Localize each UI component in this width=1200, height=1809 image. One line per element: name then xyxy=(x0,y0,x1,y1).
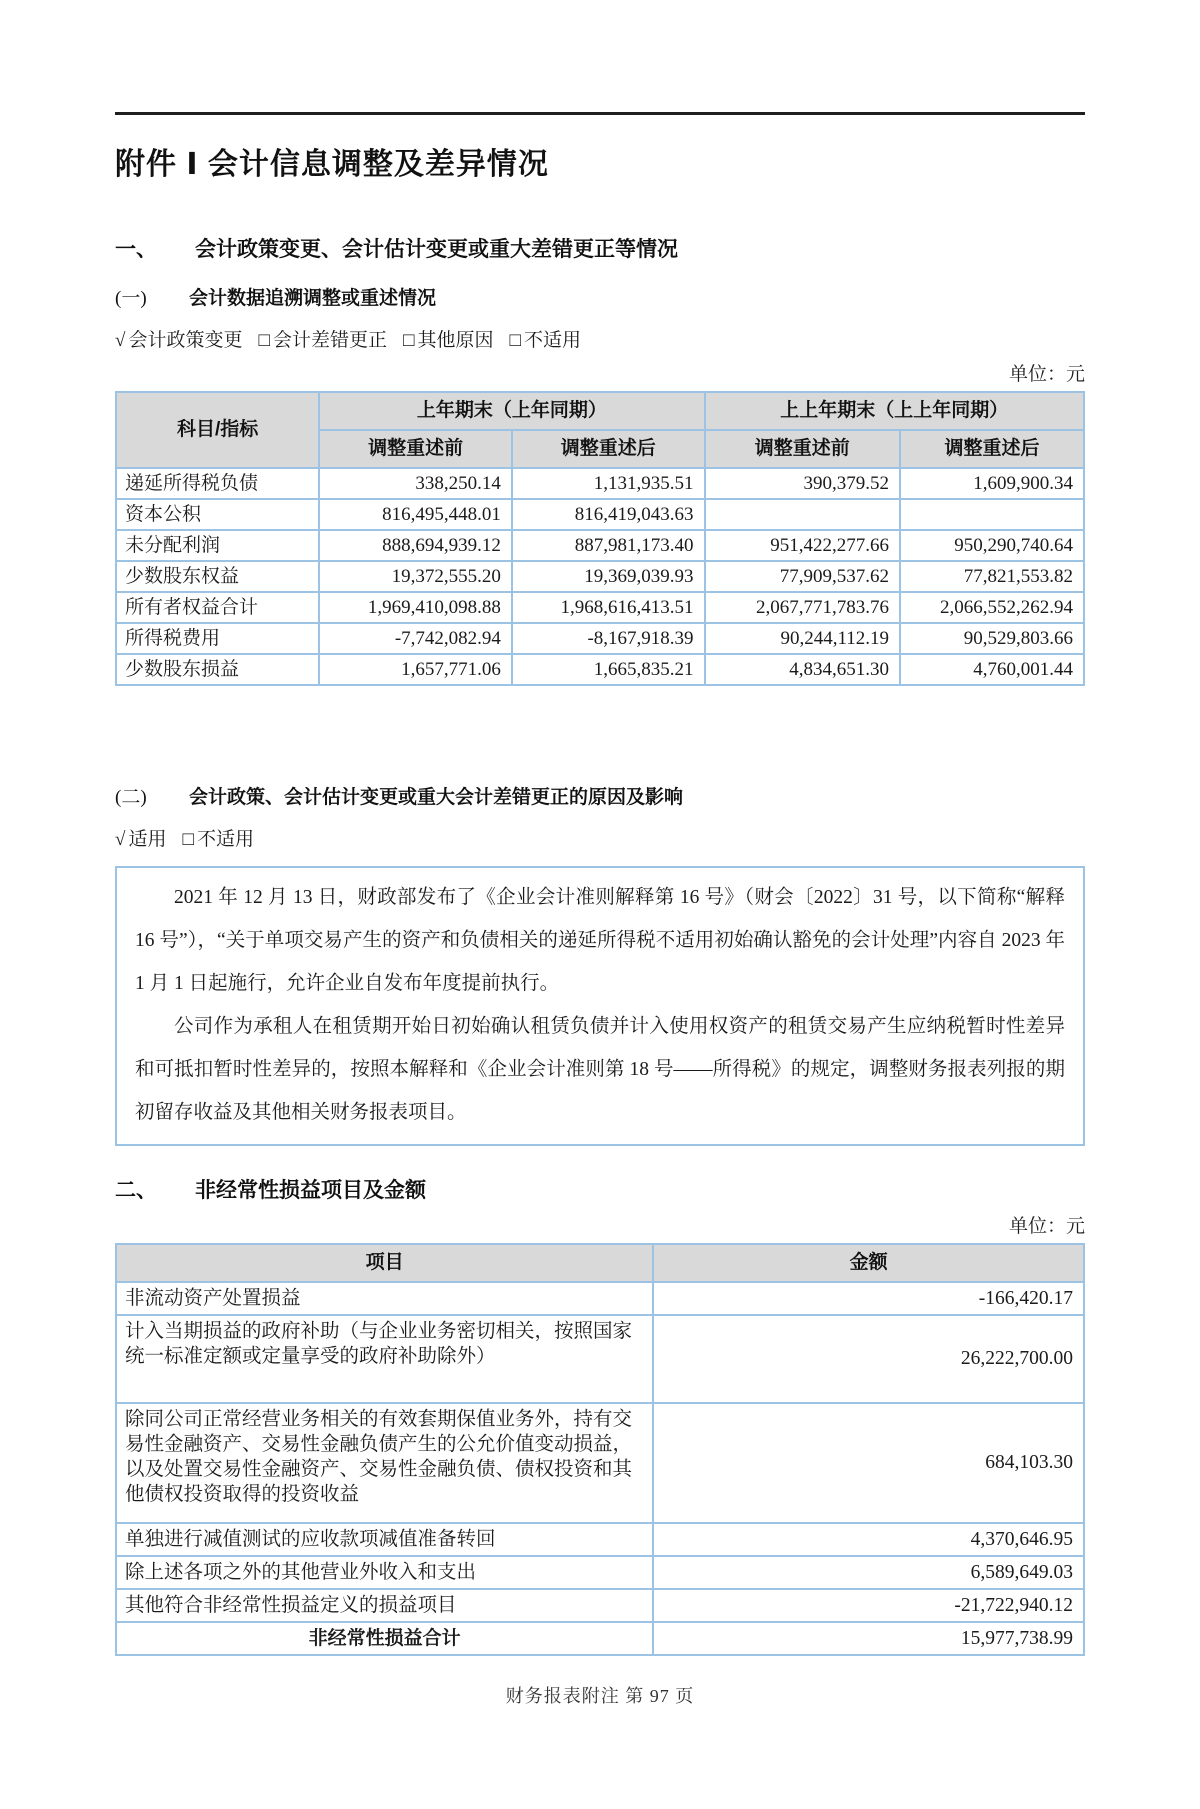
cell-value: 26,222,700.00 xyxy=(653,1315,1084,1403)
cell-value: 1,131,935.51 xyxy=(512,468,705,499)
section-2-title: 非经常性损益项目及金额 xyxy=(195,1179,426,1202)
cell-value: 951,422,277.66 xyxy=(705,530,901,561)
column-header-before-restatement: 调整重述前 xyxy=(705,430,901,468)
row-label: 资本公积 xyxy=(116,499,319,530)
unit-label-table2: 单位：元 xyxy=(1008,1216,1085,1237)
cell-value: -21,722,940.12 xyxy=(653,1589,1084,1622)
option-label: 会计政策变更 xyxy=(128,330,243,351)
cell-value: 1,968,616,413.51 xyxy=(512,592,705,623)
row-label: 少数股东损益 xyxy=(116,654,319,685)
group-header-prior-year: 上年期末（上年同期） xyxy=(319,392,704,430)
cell-value: 1,969,410,098.88 xyxy=(319,592,512,623)
cell-value xyxy=(705,499,901,530)
nonrecurring-items-table xyxy=(115,1243,1085,1656)
checkbox-icon: □ xyxy=(182,829,194,850)
section-2-heading xyxy=(115,1174,1085,1204)
row-label: 少数股东权益 xyxy=(116,561,319,592)
checkbox-icon: □ xyxy=(509,330,521,351)
option-other-reason xyxy=(403,325,494,352)
cell-value: 338,250.14 xyxy=(319,468,512,499)
row-label: 非流动资产处置损益 xyxy=(116,1282,653,1315)
subsection-1-2-heading xyxy=(115,782,1085,809)
table-row xyxy=(116,499,1084,530)
total-row-value: 15,977,738.99 xyxy=(653,1622,1084,1655)
cell-value: 4,760,001.44 xyxy=(900,654,1084,685)
explanation-paragraph-2: 公司作为承租人在租赁期开始日初始确认租赁负债并计入使用权资产的租赁交易产生应纳税暂时性差异和可抵扣暂时性差异的，按照本解释和《企业会计准则第 18 号——所得税》的规定，调整财务报表列报的期初留存收益及其他相关财务报表项目。 xyxy=(135,1016,1065,1123)
option-label: 不适用 xyxy=(196,829,254,850)
cell-value: 390,379.52 xyxy=(705,468,901,499)
section-1-title: 会计政策变更、会计估计变更或重大差错更正等情况 xyxy=(195,238,678,261)
cell-value: 90,529,803.66 xyxy=(900,623,1084,654)
section-2-number: 二、 xyxy=(115,1179,157,1202)
checkbox-icon: □ xyxy=(258,330,270,351)
column-header-after-restatement: 调整重述后 xyxy=(900,430,1084,468)
group-header-prior-prior-year: 上上年期末（上上年同期） xyxy=(705,392,1084,430)
option-not-applicable xyxy=(509,325,581,352)
cell-value: 1,657,771.06 xyxy=(319,654,512,685)
cell-value: 19,372,555.20 xyxy=(319,561,512,592)
table-row xyxy=(116,1589,1084,1622)
document-page xyxy=(0,112,1200,1708)
cell-value: 77,821,553.82 xyxy=(900,561,1084,592)
section-1-heading xyxy=(115,233,1085,263)
option-applicable xyxy=(115,824,166,851)
row-label: 除同公司正常经营业务相关的有效套期保值业务外，持有交易性金融资产、交易性金融负债产生的公允价值变动损益，以及处置交易性金融资产、交易性金融负债、债权投资和其他债权投资取得的投资收益 xyxy=(116,1403,653,1523)
subsection-1-2-title: 会计政策、会计估计变更或重大会计差错更正的原因及影响 xyxy=(189,787,684,808)
row-label: 单独进行减值测试的应收款项减值准备转回 xyxy=(116,1523,653,1556)
table-row xyxy=(116,530,1084,561)
column-header-item: 项目 xyxy=(116,1244,653,1282)
table-total-row xyxy=(116,1622,1084,1655)
row-label: 递延所得税负债 xyxy=(116,468,319,499)
option-label: 其他原因 xyxy=(417,330,494,351)
page-footer: 财务报表附注 第 97 页 xyxy=(505,1686,695,1706)
option-label: 不适用 xyxy=(523,330,581,351)
table-row xyxy=(116,623,1084,654)
cell-value: -7,742,082.94 xyxy=(319,623,512,654)
header-rule xyxy=(115,112,1085,115)
cell-value: 1,665,835.21 xyxy=(512,654,705,685)
cell-value: 950,290,740.64 xyxy=(900,530,1084,561)
cell-value: 816,419,043.63 xyxy=(512,499,705,530)
option-accounting-policy-change xyxy=(115,325,242,352)
checked-mark-icon: √ xyxy=(115,330,126,351)
table-row xyxy=(116,561,1084,592)
cell-value: 77,909,537.62 xyxy=(705,561,901,592)
cell-value: 19,369,039.93 xyxy=(512,561,705,592)
checkbox-icon: □ xyxy=(402,330,415,351)
table-row xyxy=(116,1556,1084,1589)
subsection-1-1-title: 会计数据追溯调整或重述情况 xyxy=(189,288,437,309)
cell-value: 2,066,552,262.94 xyxy=(900,592,1084,623)
option-label: 适用 xyxy=(128,829,167,850)
table-row xyxy=(116,592,1084,623)
row-label: 其他符合非经常性损益定义的损益项目 xyxy=(116,1589,653,1622)
subsection-1-1-number: (一) xyxy=(115,288,147,309)
cell-value: -166,420.17 xyxy=(653,1282,1084,1315)
subsection-1-2-number: (二) xyxy=(115,787,147,808)
applicability-checkbox-line xyxy=(115,824,1085,851)
table-row xyxy=(116,1403,1084,1523)
option-label: 会计差错更正 xyxy=(272,330,387,351)
row-label: 未分配利润 xyxy=(116,530,319,561)
column-header-before-restatement: 调整重述前 xyxy=(319,430,512,468)
subsection-1-1-heading xyxy=(115,283,1085,310)
cell-value: -8,167,918.39 xyxy=(512,623,705,654)
cell-value: 6,589,649.03 xyxy=(653,1556,1084,1589)
total-row-label: 非经常性损益合计 xyxy=(116,1622,653,1655)
cell-value: 2,067,771,783.76 xyxy=(705,592,901,623)
cell-value: 90,244,112.19 xyxy=(705,623,901,654)
cell-value: 816,495,448.01 xyxy=(319,499,512,530)
column-header-after-restatement: 调整重述后 xyxy=(512,430,705,468)
table-row xyxy=(116,1282,1084,1315)
table-row xyxy=(116,468,1084,499)
explanation-paragraph-1: 2021 年 12 月 13 日，财政部发布了《企业会计准则解释第 16 号》（财会〔2022〕31 号，以下简称“解释 16 号”），“关于单项交易产生的资产和负债相关的递延所得税不适用初始确认豁免的会计处理”内容自 2023 年 1 月 1 日起施行，允许企业自发布年度提前执行。 xyxy=(135,887,1065,994)
cell-value: 888,694,939.12 xyxy=(319,530,512,561)
column-header-amount: 金额 xyxy=(653,1244,1084,1282)
cell-value: 887,981,173.40 xyxy=(512,530,705,561)
cell-value: 1,609,900.34 xyxy=(900,468,1084,499)
cell-value: 4,834,651.30 xyxy=(705,654,901,685)
row-label: 所得税费用 xyxy=(116,623,319,654)
row-label: 计入当期损益的政府补助（与企业业务密切相关，按照国家统一标准定额或定量享受的政府补助除外） xyxy=(116,1315,653,1403)
unit-label-table1: 单位：元 xyxy=(1008,364,1085,385)
section-1-number: 一、 xyxy=(115,238,157,261)
doc-title: 附件 Ⅰ 会计信息调整及差异情况 xyxy=(115,148,549,181)
cell-value xyxy=(900,499,1084,530)
restatement-checkbox-line xyxy=(115,325,1085,352)
row-label: 除上述各项之外的其他营业外收入和支出 xyxy=(116,1556,653,1589)
cell-value: 4,370,646.95 xyxy=(653,1523,1084,1556)
table-row xyxy=(116,1523,1084,1556)
cell-value: 684,103.30 xyxy=(653,1403,1084,1523)
checked-mark-icon: √ xyxy=(115,829,126,850)
restatement-table xyxy=(115,391,1085,686)
explanation-text-box xyxy=(115,866,1085,1146)
table-row xyxy=(116,1315,1084,1403)
column-header-subject: 科目/指标 xyxy=(116,392,319,468)
option-not-applicable xyxy=(182,824,254,851)
option-accounting-error-correction xyxy=(258,325,387,352)
table-row xyxy=(116,654,1084,685)
row-label: 所有者权益合计 xyxy=(116,592,319,623)
